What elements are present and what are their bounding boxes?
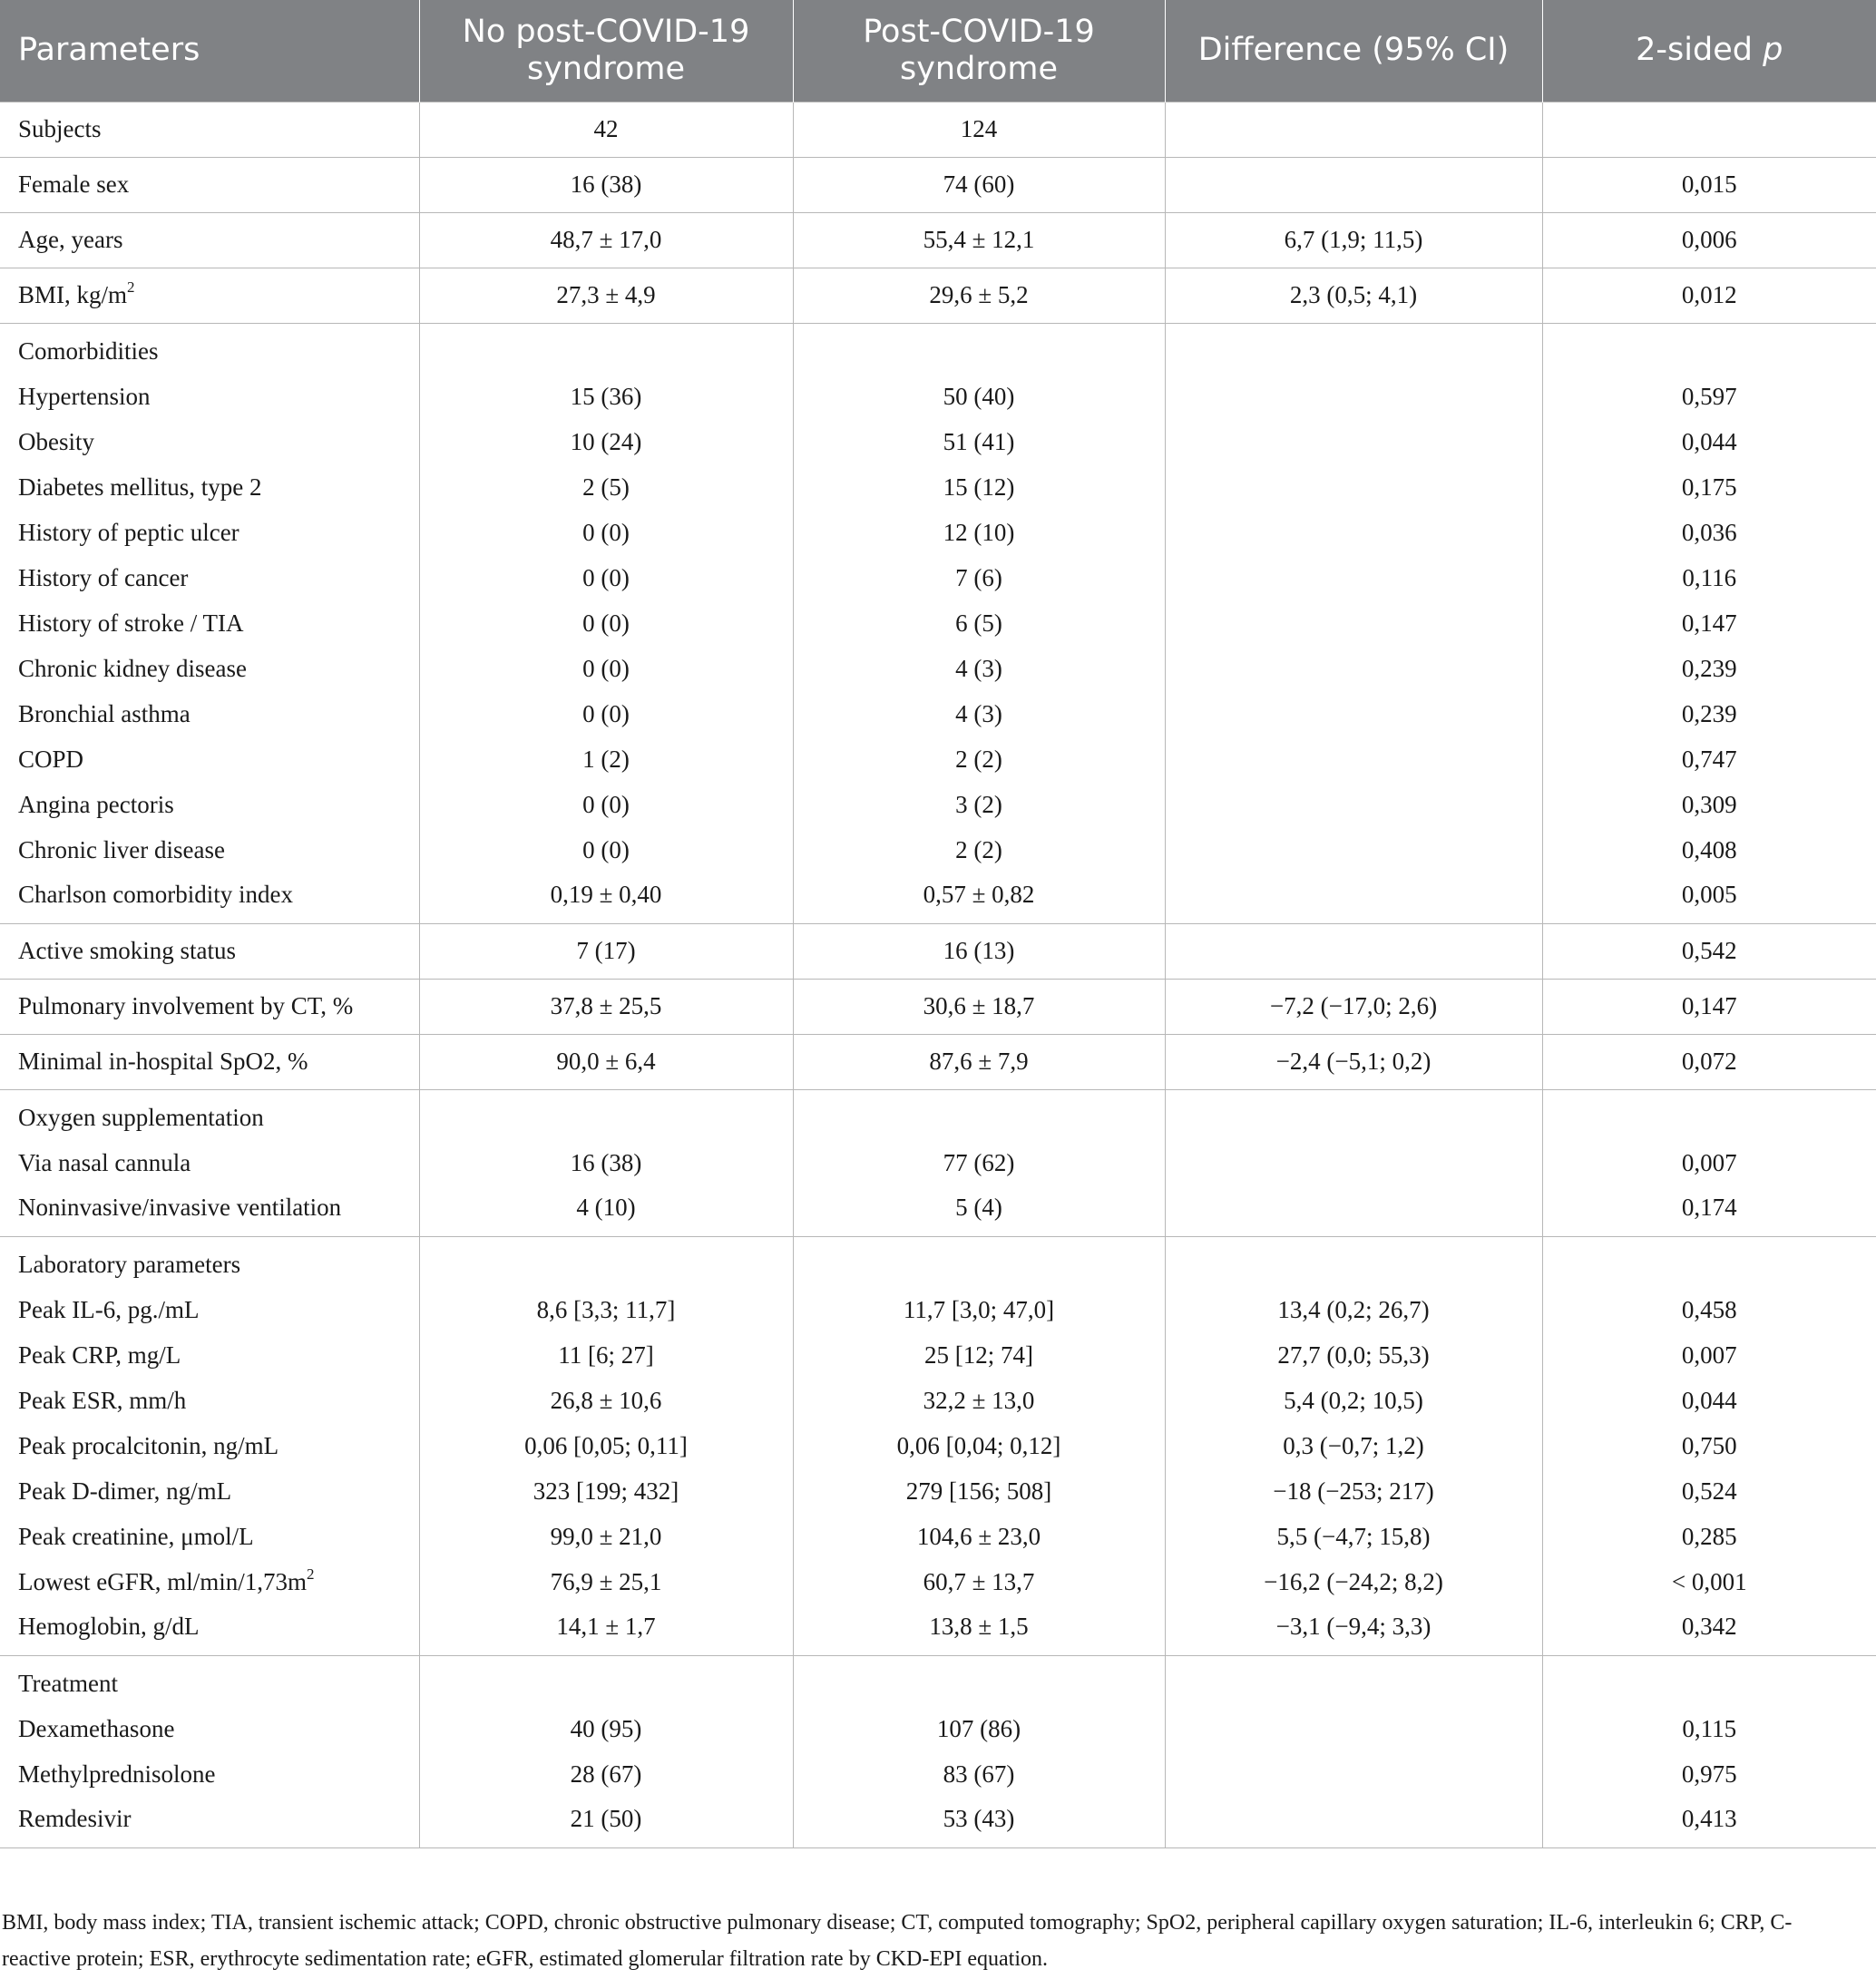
cell-parameter: Dexamethasone — [0, 1706, 419, 1751]
cell-no-post-covid: 0 (0) — [419, 782, 793, 827]
cell-no-post-covid: 0 (0) — [419, 555, 793, 600]
cell-p-value: 0,342 — [1681, 1613, 1737, 1641]
cell-post-covid: 11,7 [3,0; 47,0] — [793, 1287, 1165, 1332]
cell-post-covid: 107 (86) — [793, 1706, 1165, 1751]
cell-p-value: 0,116 — [1682, 563, 1737, 591]
table-row — [0, 979, 1876, 1034]
cell-parameter: COPD — [0, 736, 419, 782]
table-row — [0, 1706, 1876, 1751]
cell-no-post-covid: 4 (10) — [419, 1185, 793, 1236]
cell-difference — [1165, 782, 1542, 827]
cell-difference — [1165, 923, 1542, 979]
cell-difference — [1165, 873, 1542, 923]
table-footnote: BMI, body mass index; TIA, transient ischemic attack; COPD, chronic obstructive pulmonary disease; CT, computed tomography; SpO2, peripheral capillary oxygen saturation; IL-6, interleukin 6; CRP, C-reactive protein; ESR, erythrocyte sedimentation rate; eGFR, estimated glomerular filtration rate by CKD-EPI equation. — [2, 1911, 1793, 1971]
cell-no-post-covid — [419, 1089, 793, 1140]
cell-difference: 6,7 (1,9; 11,5) — [1165, 212, 1542, 268]
cell-no-post-covid: 42 — [419, 102, 793, 157]
cell-p-value: 0,309 — [1681, 790, 1737, 818]
cell-difference: −7,2 (−17,0; 2,6) — [1165, 979, 1542, 1034]
table-row — [0, 419, 1876, 464]
cell-difference: −3,1 (−9,4; 3,3) — [1165, 1604, 1542, 1655]
cell-parameter: Methylprednisolone — [0, 1751, 419, 1797]
cell-parameter: Peak ESR, mm/h — [0, 1378, 419, 1423]
cell-difference — [1165, 1185, 1542, 1236]
cell-difference — [1165, 157, 1542, 212]
cell-no-post-covid: 76,9 ± 25,1 — [419, 1559, 793, 1604]
table-row — [0, 1287, 1876, 1332]
cell-difference — [1165, 1706, 1542, 1751]
cell-parameter: Peak D-dimer, ng/mL — [0, 1468, 419, 1514]
table-row — [0, 1140, 1876, 1185]
table-row — [0, 1185, 1876, 1236]
cell-no-post-covid: 0,06 [0,05; 0,11] — [419, 1423, 793, 1468]
cell-post-covid: 87,6 ± 7,9 — [793, 1034, 1165, 1089]
cell-p-value: 0,413 — [1542, 1797, 1876, 1847]
cell-post-covid: 50 (40) — [793, 374, 1165, 419]
cell-parameter: Minimal in-hospital SpO2, % — [0, 1034, 419, 1089]
cell-parameter: Peak procalcitonin, ng/mL — [0, 1423, 419, 1468]
cell-p-value: 0,174 — [1681, 1194, 1737, 1222]
cell-p-value: 0,007 — [1681, 1340, 1737, 1369]
cell-no-post-covid: 1 (2) — [419, 736, 793, 782]
parameter-label: Lowest eGFR, ml/min/1,73m — [18, 1567, 308, 1595]
cell-p-value: 0,285 — [1681, 1522, 1737, 1550]
cell-no-post-covid: 27,3 ± 4,9 — [419, 268, 793, 323]
cell-parameter: Bronchial asthma — [0, 691, 419, 736]
cell-post-covid: 55,4 ± 12,1 — [793, 212, 1165, 268]
cell-parameter: Obesity — [0, 419, 419, 464]
cell-post-covid — [793, 1089, 1165, 1140]
cell-p-value: 0,524 — [1681, 1477, 1737, 1505]
header-no-post-covid: No post-COVID-19 syndrome — [419, 0, 793, 102]
table-row — [0, 1034, 1876, 1089]
table-row — [0, 510, 1876, 555]
cell-p-value: 0,147 — [1681, 609, 1737, 637]
cell-post-covid — [793, 323, 1165, 374]
cell-p-value: 0,072 — [1542, 1034, 1876, 1089]
cell-no-post-covid — [419, 1655, 793, 1706]
cell-difference — [1165, 1797, 1542, 1847]
cell-p-value: 0,015 — [1542, 157, 1876, 212]
cell-no-post-covid: 0 (0) — [419, 827, 793, 873]
cell-difference — [1165, 1236, 1542, 1287]
cell-no-post-covid — [419, 323, 793, 374]
cell-difference: −2,4 (−5,1; 0,2) — [1165, 1034, 1542, 1089]
cell-p-value: 0,006 — [1542, 212, 1876, 268]
cell-parameter: Noninvasive/invasive ventilation — [0, 1185, 419, 1236]
cell-no-post-covid: 37,8 ± 25,5 — [419, 979, 793, 1034]
cell-parameter: Peak CRP, mg/L — [0, 1332, 419, 1378]
table-body — [0, 102, 1876, 1847]
cell-parameter — [0, 1559, 419, 1604]
cell-difference — [1165, 827, 1542, 873]
cell-p-value — [1542, 323, 1876, 374]
cell-post-covid: 32,2 ± 13,0 — [793, 1378, 1165, 1423]
cell-difference — [1165, 1089, 1542, 1140]
cell-post-covid: 83 (67) — [793, 1751, 1165, 1797]
cell-p-value: 0,044 — [1681, 1386, 1737, 1414]
cell-difference — [1165, 1751, 1542, 1797]
table-row — [0, 102, 1876, 157]
table-row — [0, 1559, 1876, 1604]
cell-parameter: Diabetes mellitus, type 2 — [0, 464, 419, 510]
cell-difference — [1165, 419, 1542, 464]
cell-difference — [1165, 691, 1542, 736]
cell-difference — [1165, 736, 1542, 782]
cell-post-covid: 51 (41) — [793, 419, 1165, 464]
cell-p-value: 0,007 — [1681, 1148, 1737, 1176]
superscript: 2 — [127, 278, 135, 296]
cell-p-value — [1542, 1089, 1876, 1140]
cell-no-post-covid: 11 [6; 27] — [419, 1332, 793, 1378]
cell-p-value: 0,005 — [1681, 881, 1737, 909]
cell-no-post-covid — [419, 1236, 793, 1287]
cell-parameter: History of cancer — [0, 555, 419, 600]
cell-parameter: Subjects — [0, 102, 419, 157]
cell-parameter: Peak IL-6, pg./mL — [0, 1287, 419, 1332]
cell-parameter: Angina pectoris — [0, 782, 419, 827]
cell-parameter: Female sex — [0, 157, 419, 212]
cell-p-value: 0,175 — [1681, 473, 1737, 501]
table-row — [0, 1655, 1876, 1706]
header-parameters: Parameters — [0, 0, 419, 102]
table-row — [0, 691, 1876, 736]
cell-p-value: 0,239 — [1681, 654, 1737, 682]
cell-parameter: Via nasal cannula — [0, 1140, 419, 1185]
cell-post-covid: 0,57 ± 0,82 — [793, 873, 1165, 923]
cell-post-covid: 279 [156; 508] — [793, 1468, 1165, 1514]
table-row — [0, 323, 1876, 374]
cell-parameter: History of peptic ulcer — [0, 510, 419, 555]
cell-difference — [1165, 600, 1542, 646]
cell-parameter: History of stroke / TIA — [0, 600, 419, 646]
cell-no-post-covid: 10 (24) — [419, 419, 793, 464]
cell-parameter: Peak creatinine, μmol/L — [0, 1514, 419, 1559]
header-p-italic: p — [1763, 32, 1783, 69]
table-row — [0, 1423, 1876, 1468]
cell-p-value: 0,147 — [1542, 979, 1876, 1034]
cell-difference — [1165, 374, 1542, 419]
cell-no-post-covid: 90,0 ± 6,4 — [419, 1034, 793, 1089]
cell-post-covid: 0,06 [0,04; 0,12] — [793, 1423, 1165, 1468]
cell-post-covid: 30,6 ± 18,7 — [793, 979, 1165, 1034]
cell-post-covid: 25 [12; 74] — [793, 1332, 1165, 1378]
header-difference: Difference (95% CI) — [1165, 0, 1542, 102]
cell-difference: −18 (−253; 217) — [1165, 1468, 1542, 1514]
cell-p-value: 0,044 — [1681, 427, 1737, 455]
cell-post-covid: 15 (12) — [793, 464, 1165, 510]
cell-no-post-covid: 48,7 ± 17,0 — [419, 212, 793, 268]
cell-no-post-covid: 0 (0) — [419, 691, 793, 736]
cell-no-post-covid: 2 (5) — [419, 464, 793, 510]
cell-parameter: Chronic liver disease — [0, 827, 419, 873]
cell-parameter: Laboratory parameters — [0, 1236, 419, 1287]
cell-post-covid — [793, 1655, 1165, 1706]
cell-parameter — [0, 268, 419, 323]
cell-no-post-covid: 21 (50) — [419, 1797, 793, 1847]
cell-parameter: Hemoglobin, g/dL — [0, 1604, 419, 1655]
cell-no-post-covid: 7 (17) — [419, 923, 793, 979]
cell-no-post-covid: 0 (0) — [419, 600, 793, 646]
cell-post-covid — [793, 1236, 1165, 1287]
cell-no-post-covid: 16 (38) — [419, 157, 793, 212]
table-row — [0, 600, 1876, 646]
cell-parameter: Comorbidities — [0, 323, 419, 374]
table-row — [0, 212, 1876, 268]
cell-difference — [1165, 510, 1542, 555]
table-row — [0, 923, 1876, 979]
cell-post-covid: 124 — [793, 102, 1165, 157]
cell-post-covid: 12 (10) — [793, 510, 1165, 555]
cell-post-covid: 13,8 ± 1,5 — [793, 1604, 1165, 1655]
table-row — [0, 555, 1876, 600]
cell-post-covid: 60,7 ± 13,7 — [793, 1559, 1165, 1604]
cell-p-value: 0,597 — [1681, 382, 1737, 410]
cell-p-value: 0,115 — [1682, 1714, 1737, 1742]
cell-p-value: 0,747 — [1681, 745, 1737, 773]
cell-parameter: Chronic kidney disease — [0, 646, 419, 691]
table-row — [0, 268, 1876, 323]
cell-parameter: Treatment — [0, 1655, 419, 1706]
cell-difference — [1165, 323, 1542, 374]
cell-no-post-covid: 26,8 ± 10,6 — [419, 1378, 793, 1423]
cell-post-covid: 74 (60) — [793, 157, 1165, 212]
cell-difference — [1165, 1655, 1542, 1706]
cell-difference: 13,4 (0,2; 26,7) — [1165, 1287, 1542, 1332]
cell-parameter: Age, years — [0, 212, 419, 268]
cell-p-value: 0,036 — [1681, 518, 1737, 546]
cell-parameter: Pulmonary involvement by CT, % — [0, 979, 419, 1034]
table-row — [0, 1378, 1876, 1423]
cell-difference: 5,4 (0,2; 10,5) — [1165, 1378, 1542, 1423]
table-row — [0, 782, 1876, 827]
header-row — [0, 0, 1876, 102]
cell-p-value — [1542, 1655, 1876, 1706]
cell-p-value: 0,239 — [1681, 699, 1737, 727]
cell-parameter: Remdesivir — [0, 1797, 419, 1847]
cell-p-value: 0,750 — [1681, 1431, 1737, 1459]
cell-no-post-covid: 0 (0) — [419, 510, 793, 555]
table-row — [0, 1797, 1876, 1847]
cell-post-covid: 5 (4) — [793, 1185, 1165, 1236]
cell-difference: 5,5 (−4,7; 15,8) — [1165, 1514, 1542, 1559]
cell-post-covid: 104,6 ± 23,0 — [793, 1514, 1165, 1559]
table-row — [0, 1751, 1876, 1797]
cell-post-covid: 6 (5) — [793, 600, 1165, 646]
header-two-sided-p — [1542, 0, 1876, 102]
table-row — [0, 1468, 1876, 1514]
cell-post-covid: 29,6 ± 5,2 — [793, 268, 1165, 323]
cell-p-value: 0,542 — [1542, 923, 1876, 979]
cell-parameter: Charlson comorbidity index — [0, 873, 419, 923]
cell-post-covid: 4 (3) — [793, 646, 1165, 691]
cell-no-post-covid: 14,1 ± 1,7 — [419, 1604, 793, 1655]
cell-difference: 2,3 (0,5; 4,1) — [1165, 268, 1542, 323]
table-row — [0, 646, 1876, 691]
cell-post-covid: 16 (13) — [793, 923, 1165, 979]
cell-no-post-covid: 40 (95) — [419, 1706, 793, 1751]
cell-no-post-covid: 99,0 ± 21,0 — [419, 1514, 793, 1559]
cell-post-covid: 3 (2) — [793, 782, 1165, 827]
cell-p-value: 0,975 — [1681, 1760, 1737, 1788]
cell-parameter: Hypertension — [0, 374, 419, 419]
table-row — [0, 1236, 1876, 1287]
cell-parameter: Oxygen supplementation — [0, 1089, 419, 1140]
superscript: 2 — [307, 1565, 315, 1583]
header-two-sided-p-label: 2-sided — [1636, 32, 1764, 69]
table-row — [0, 464, 1876, 510]
cell-p-value: 0,458 — [1681, 1295, 1737, 1323]
cell-difference — [1165, 102, 1542, 157]
table-row — [0, 374, 1876, 419]
cell-p-value: 0,012 — [1542, 268, 1876, 323]
parameter-label: BMI, kg/m — [18, 281, 128, 308]
cell-difference — [1165, 1140, 1542, 1185]
table-row — [0, 827, 1876, 873]
table-row — [0, 1332, 1876, 1378]
cell-difference — [1165, 464, 1542, 510]
cell-p-value: 0,408 — [1681, 835, 1737, 863]
cell-difference: −16,2 (−24,2; 8,2) — [1165, 1559, 1542, 1604]
cell-no-post-covid: 15 (36) — [419, 374, 793, 419]
cell-post-covid: 2 (2) — [793, 736, 1165, 782]
cell-parameter: Active smoking status — [0, 923, 419, 979]
cell-no-post-covid: 8,6 [3,3; 11,7] — [419, 1287, 793, 1332]
table-row — [0, 1604, 1876, 1655]
table-row — [0, 1089, 1876, 1140]
cell-post-covid: 4 (3) — [793, 691, 1165, 736]
header-post-covid: Post-COVID-19 syndrome — [793, 0, 1165, 102]
cell-post-covid: 77 (62) — [793, 1140, 1165, 1185]
cell-difference — [1165, 555, 1542, 600]
table-row — [0, 736, 1876, 782]
cell-no-post-covid: 16 (38) — [419, 1140, 793, 1185]
cell-post-covid: 53 (43) — [793, 1797, 1165, 1847]
cell-no-post-covid: 0 (0) — [419, 646, 793, 691]
table-row — [0, 1514, 1876, 1559]
cell-p-value — [1542, 1236, 1876, 1287]
cell-no-post-covid: 0,19 ± 0,40 — [419, 873, 793, 923]
cell-post-covid: 2 (2) — [793, 827, 1165, 873]
cell-difference: 0,3 (−0,7; 1,2) — [1165, 1423, 1542, 1468]
table-row — [0, 873, 1876, 923]
cell-difference — [1165, 646, 1542, 691]
cell-no-post-covid: 323 [199; 432] — [419, 1468, 793, 1514]
cell-difference: 27,7 (0,0; 55,3) — [1165, 1332, 1542, 1378]
cell-p-value: < 0,001 — [1671, 1567, 1747, 1595]
table-row — [0, 157, 1876, 212]
cell-post-covid: 7 (6) — [793, 555, 1165, 600]
cell-p-value — [1542, 102, 1876, 157]
cell-no-post-covid: 28 (67) — [419, 1751, 793, 1797]
